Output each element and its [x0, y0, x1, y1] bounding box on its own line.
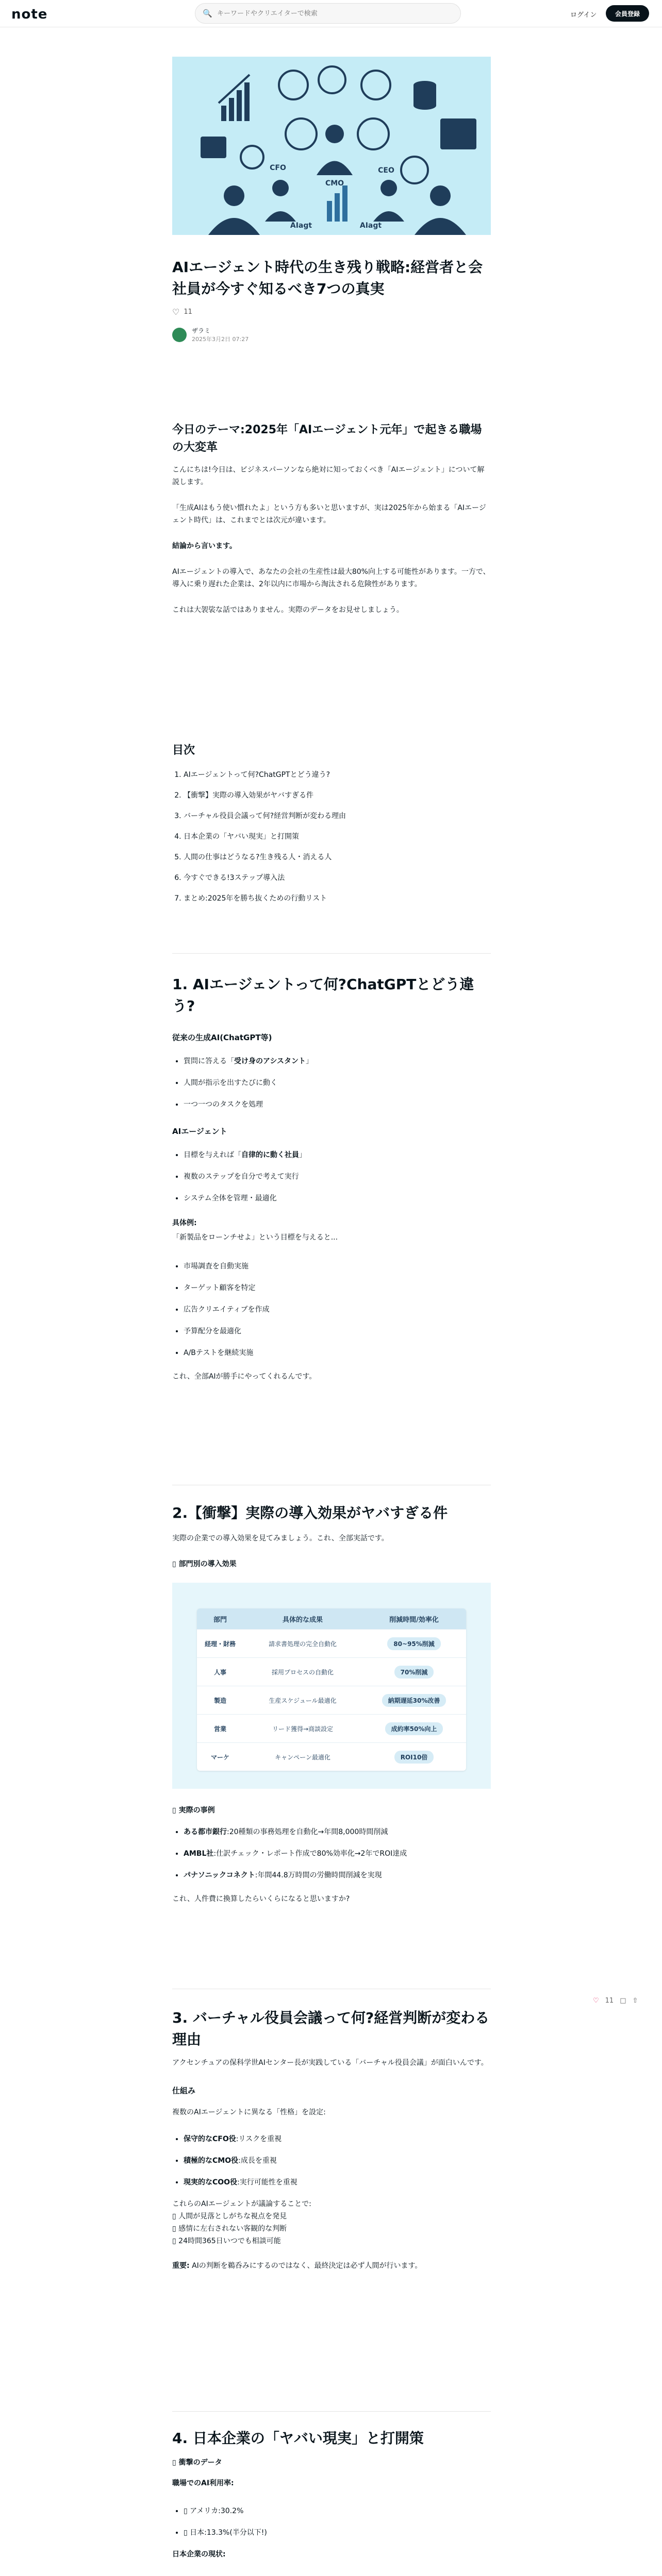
list-item: • ターゲット顧客を特定 [184, 1282, 491, 1294]
data-heading: ▯ 衝撃のデータ [172, 2459, 222, 2467]
cases-heading: ▯ 実際の事例 [172, 1806, 215, 1815]
list-item: • A/Bテストを継続実施 [184, 1347, 491, 1359]
divider [172, 953, 491, 954]
section-3-intro: アクセンチュアの保科学世AIセンター長が実践している「バーチャル役員会議」が面白いんです。 [172, 2059, 488, 2067]
table-cell-result: 採用プロセスの自動化 [271, 1668, 334, 1676]
list-item: • 一つ一つのタスクを処理 [184, 1098, 491, 1111]
toc-list [172, 769, 491, 905]
section-1-heading: 1. AIエージェントって何?ChatGPTとどう違う? [172, 976, 474, 1014]
table-cell-dept: 営業 [213, 1725, 226, 1733]
toc-item[interactable]: 7. まとめ:2025年を勝ち抜くための行動リスト [184, 892, 491, 905]
list-item: • ▯ アメリカ:30.2% [184, 2505, 491, 2517]
debate-intro: これらのAIエージェントが議論することで: [172, 2200, 311, 2208]
roles-list [172, 2133, 491, 2189]
table-cell-dept: 経理・財務 [204, 1640, 236, 1648]
list-item: • AMBL社:仕訳チェック・レポート作成で80%効率化→2年でROI達成 [184, 1848, 491, 1860]
avatar[interactable] [172, 328, 187, 342]
old-ai-heading: 従来の生成AI(ChatGPT等) [172, 1033, 272, 1042]
login-link[interactable]: ログイン [570, 11, 597, 19]
section-3-heading: 3. バーチャル役員会議って何?経営判断が変わる理由 [172, 2009, 490, 2048]
hero-illustration [172, 57, 491, 235]
toc-item[interactable]: 5. 人間の仕事はどうなる?生き残る人・消える人 [184, 851, 491, 863]
mechanism-heading: 仕組み [172, 2086, 196, 2095]
effect-table-image [172, 1583, 491, 1789]
table-cell-effect: 80~95%削減 [387, 1637, 440, 1650]
list-item: • パナソニックコネクト:年間44.8万時間の労働時間削減を実現 [184, 1869, 491, 1882]
toc-item[interactable]: 3. バーチャル役員会議って何?経営判断が変わる理由 [184, 810, 491, 822]
hero-label-agent-2: AIagt [359, 222, 382, 230]
comment-icon[interactable]: □ [620, 1997, 626, 2005]
author-name[interactable]: ザラミ [192, 327, 211, 334]
list-item: • 市場調査を自動実施 [184, 1260, 491, 1273]
debate-item: ▯ 感情に左右されない客観的な判断 [172, 2225, 287, 2233]
section-2-closing: これ、人件費に換算したらいくらになると思いますか? [172, 1895, 350, 1903]
intro-p1: こんにちは!今日は、ビジネスパーソンなら絶対に知っておくべき「AIエージェント」について解説します。 [172, 466, 485, 486]
list-item: • 積極的なCMO役:成長を重視 [184, 2155, 491, 2167]
table-cell-effect: 成約率50%向上 [385, 1722, 443, 1735]
heart-icon[interactable]: ♡ [593, 1997, 599, 2005]
section-2 [172, 1502, 491, 1905]
list-item: • 目標を与えれば「自律的に動く社員」 [184, 1149, 491, 1161]
agent-list [172, 1149, 491, 1205]
section-2-heading: 2.【衝撃】実際の導入効果がヤバすぎる件 [172, 1504, 448, 1521]
toc-heading: 目次 [172, 744, 195, 757]
like-count: 11 [184, 308, 192, 316]
like-row [172, 307, 491, 317]
usage-label: 職場でのAI利用率: [172, 2479, 234, 2487]
toc-section [172, 742, 491, 913]
site-header [0, 0, 662, 27]
table-cell-effect: 70%削減 [394, 1666, 434, 1679]
section-2-intro: 実際の企業での導入効果を見てみましょう。これ、全部実話です。 [172, 1534, 389, 1543]
section-3 [172, 2007, 491, 2272]
section-1 [172, 974, 491, 1383]
debate-item: ▯ 24時間365日いつでも相談可能 [172, 2237, 281, 2245]
list-item: • 予算配分を最適化 [184, 1325, 491, 1337]
table-cell-effect: 納期遅延30%改善 [382, 1694, 446, 1707]
floating-actions [593, 1997, 638, 2005]
table-body [197, 1629, 466, 1771]
table-cell-dept: 人事 [213, 1668, 226, 1676]
post-date: 2025年3月2日 07:27 [192, 336, 249, 343]
example-label: 具体例: [172, 1219, 197, 1227]
table-cell-effect: ROI10倍 [394, 1751, 434, 1764]
table-cell-result: キャンペーン最適化 [275, 1753, 330, 1761]
hero-label-cfo: CFO [270, 164, 286, 172]
toc-item[interactable]: 4. 日本企業の「ヤバい現実」と打開策 [184, 831, 491, 843]
intro-heading: 今日のテーマ:2025年「AIエージェント元年」で起きる職場の大変革 [172, 423, 482, 454]
intro-p2: 「生成AIはもう使い慣れたよ」という方も多いと思いますが、実は2025年から始まる「AIエージェント時代」は、これまでとは次元が違います。 [172, 504, 486, 524]
list-item: • 人間が指示を出すたびに動く [184, 1077, 491, 1089]
like-count: 11 [605, 1997, 614, 2005]
example-list [172, 1260, 491, 1359]
article-header [172, 257, 491, 343]
table-cell-result: リード獲得→商談設定 [272, 1725, 334, 1733]
table-cell-dept: 製造 [213, 1697, 226, 1704]
hero-label-ceo: CEO [378, 166, 394, 175]
list-item: • システム全体を管理・最適化 [184, 1192, 491, 1205]
list-item: • 現実的なCOO役:実行可能性を重視 [184, 2176, 491, 2189]
list-item: • 質問に答える「受け身のアシスタント」 [184, 1055, 491, 1067]
usage-list [172, 2505, 491, 2539]
hero-label-cmo: CMO [325, 179, 344, 188]
example-text: 「新製品をローンチせよ」という目標を与えると... [172, 1233, 338, 1242]
article-title: AIエージェント時代の生き残り戦略:経営者と会社員が今すぐ知るべき7つの真実 [172, 259, 483, 297]
intro-p4: AIエージェントの導入で、あなたの会社の生産性は最大80%向上する可能性があります。一方で、導入に乗り遅れた企業は、2年以内に市場から淘汰される危険性があります。 [172, 568, 490, 588]
hero-image [172, 57, 491, 235]
list-item: • 広告クリエイティブを作成 [184, 1303, 491, 1316]
list-item: • 保守的なCFO役:リスクを重視 [184, 2133, 491, 2145]
important-note: 重要: AIの判断を鵜呑みにするのではなく、最終決定は必ず人間が行います。 [172, 2262, 422, 2270]
intro-p5: これは大袈裟な話ではありません。実際のデータをお見せしましょう。 [172, 606, 404, 614]
list-item: • ▯ 日本:13.3%(半分以下!) [184, 2527, 491, 2539]
status-label: 日本企業の現状: [172, 2550, 226, 2558]
share-icon[interactable]: ⇧ [632, 1997, 638, 2005]
table-row [197, 1686, 466, 1714]
building-icon: ▯ [172, 1806, 179, 1815]
table-cell-dept: マーケ [210, 1753, 229, 1761]
divider [172, 2411, 491, 2412]
table-row [197, 1714, 466, 1742]
intro-p3: 結論から言います。 [172, 542, 237, 550]
chart-icon: ▯ [172, 2459, 179, 2467]
list-item: • 複数のステップを自分で考えて実行 [184, 1171, 491, 1183]
heart-icon[interactable]: ♡ [172, 307, 180, 317]
search-icon: 🔍 [203, 9, 212, 18]
list-item: • ある都市銀行:20種類の事務処理を自動化→年間8,000時間削減 [184, 1826, 491, 1838]
table-cell-result: 生産スケジュール最適化 [269, 1697, 337, 1704]
dept-heading: ▯ 部門別の導入効果 [172, 1560, 237, 1568]
table-row [197, 1657, 466, 1686]
toc-item[interactable]: 6. 今すぐできる!3ステップ導入法 [184, 872, 491, 884]
section-4 [172, 2428, 491, 2576]
table-row [197, 1742, 466, 1771]
toc-item[interactable]: 2. 【衝撃】実際の導入効果がヤバすぎる件 [184, 789, 491, 802]
toc-item[interactable]: 1. AIエージェントって何?ChatGPTとどう違う? [184, 769, 491, 781]
hero-label-agent-1: AIagt [290, 222, 312, 230]
table-header: 部門 具体的な成果 削減時間/効率化 [197, 1608, 466, 1629]
table-cell-result: 請求書処理の完全自動化 [268, 1640, 337, 1648]
section-1-closing: これ、全部AIが勝手にやってくれるんです。 [172, 1372, 317, 1381]
agent-heading: AIエージェント [172, 1127, 227, 1136]
section-4-heading: 4. 日本企業の「ヤバい現実」と打開策 [172, 2430, 424, 2447]
search-box[interactable] [195, 3, 461, 24]
intro-section [172, 421, 491, 616]
table-row [197, 1629, 466, 1657]
effect-table [197, 1608, 466, 1771]
note-logo[interactable]: note [11, 7, 48, 22]
author-row[interactable] [172, 326, 491, 343]
mechanism-text: 複数のAIエージェントに異なる「性格」を設定: [172, 2108, 326, 2116]
debate-item: ▯ 人間が見落としがちな視点を発見 [172, 2212, 287, 2221]
chart-icon: ▯ [172, 1560, 179, 1568]
cases-list [172, 1826, 491, 1882]
search-input[interactable] [216, 9, 445, 18]
signup-button[interactable]: 会員登録 [606, 5, 649, 22]
old-ai-list [172, 1055, 491, 1111]
